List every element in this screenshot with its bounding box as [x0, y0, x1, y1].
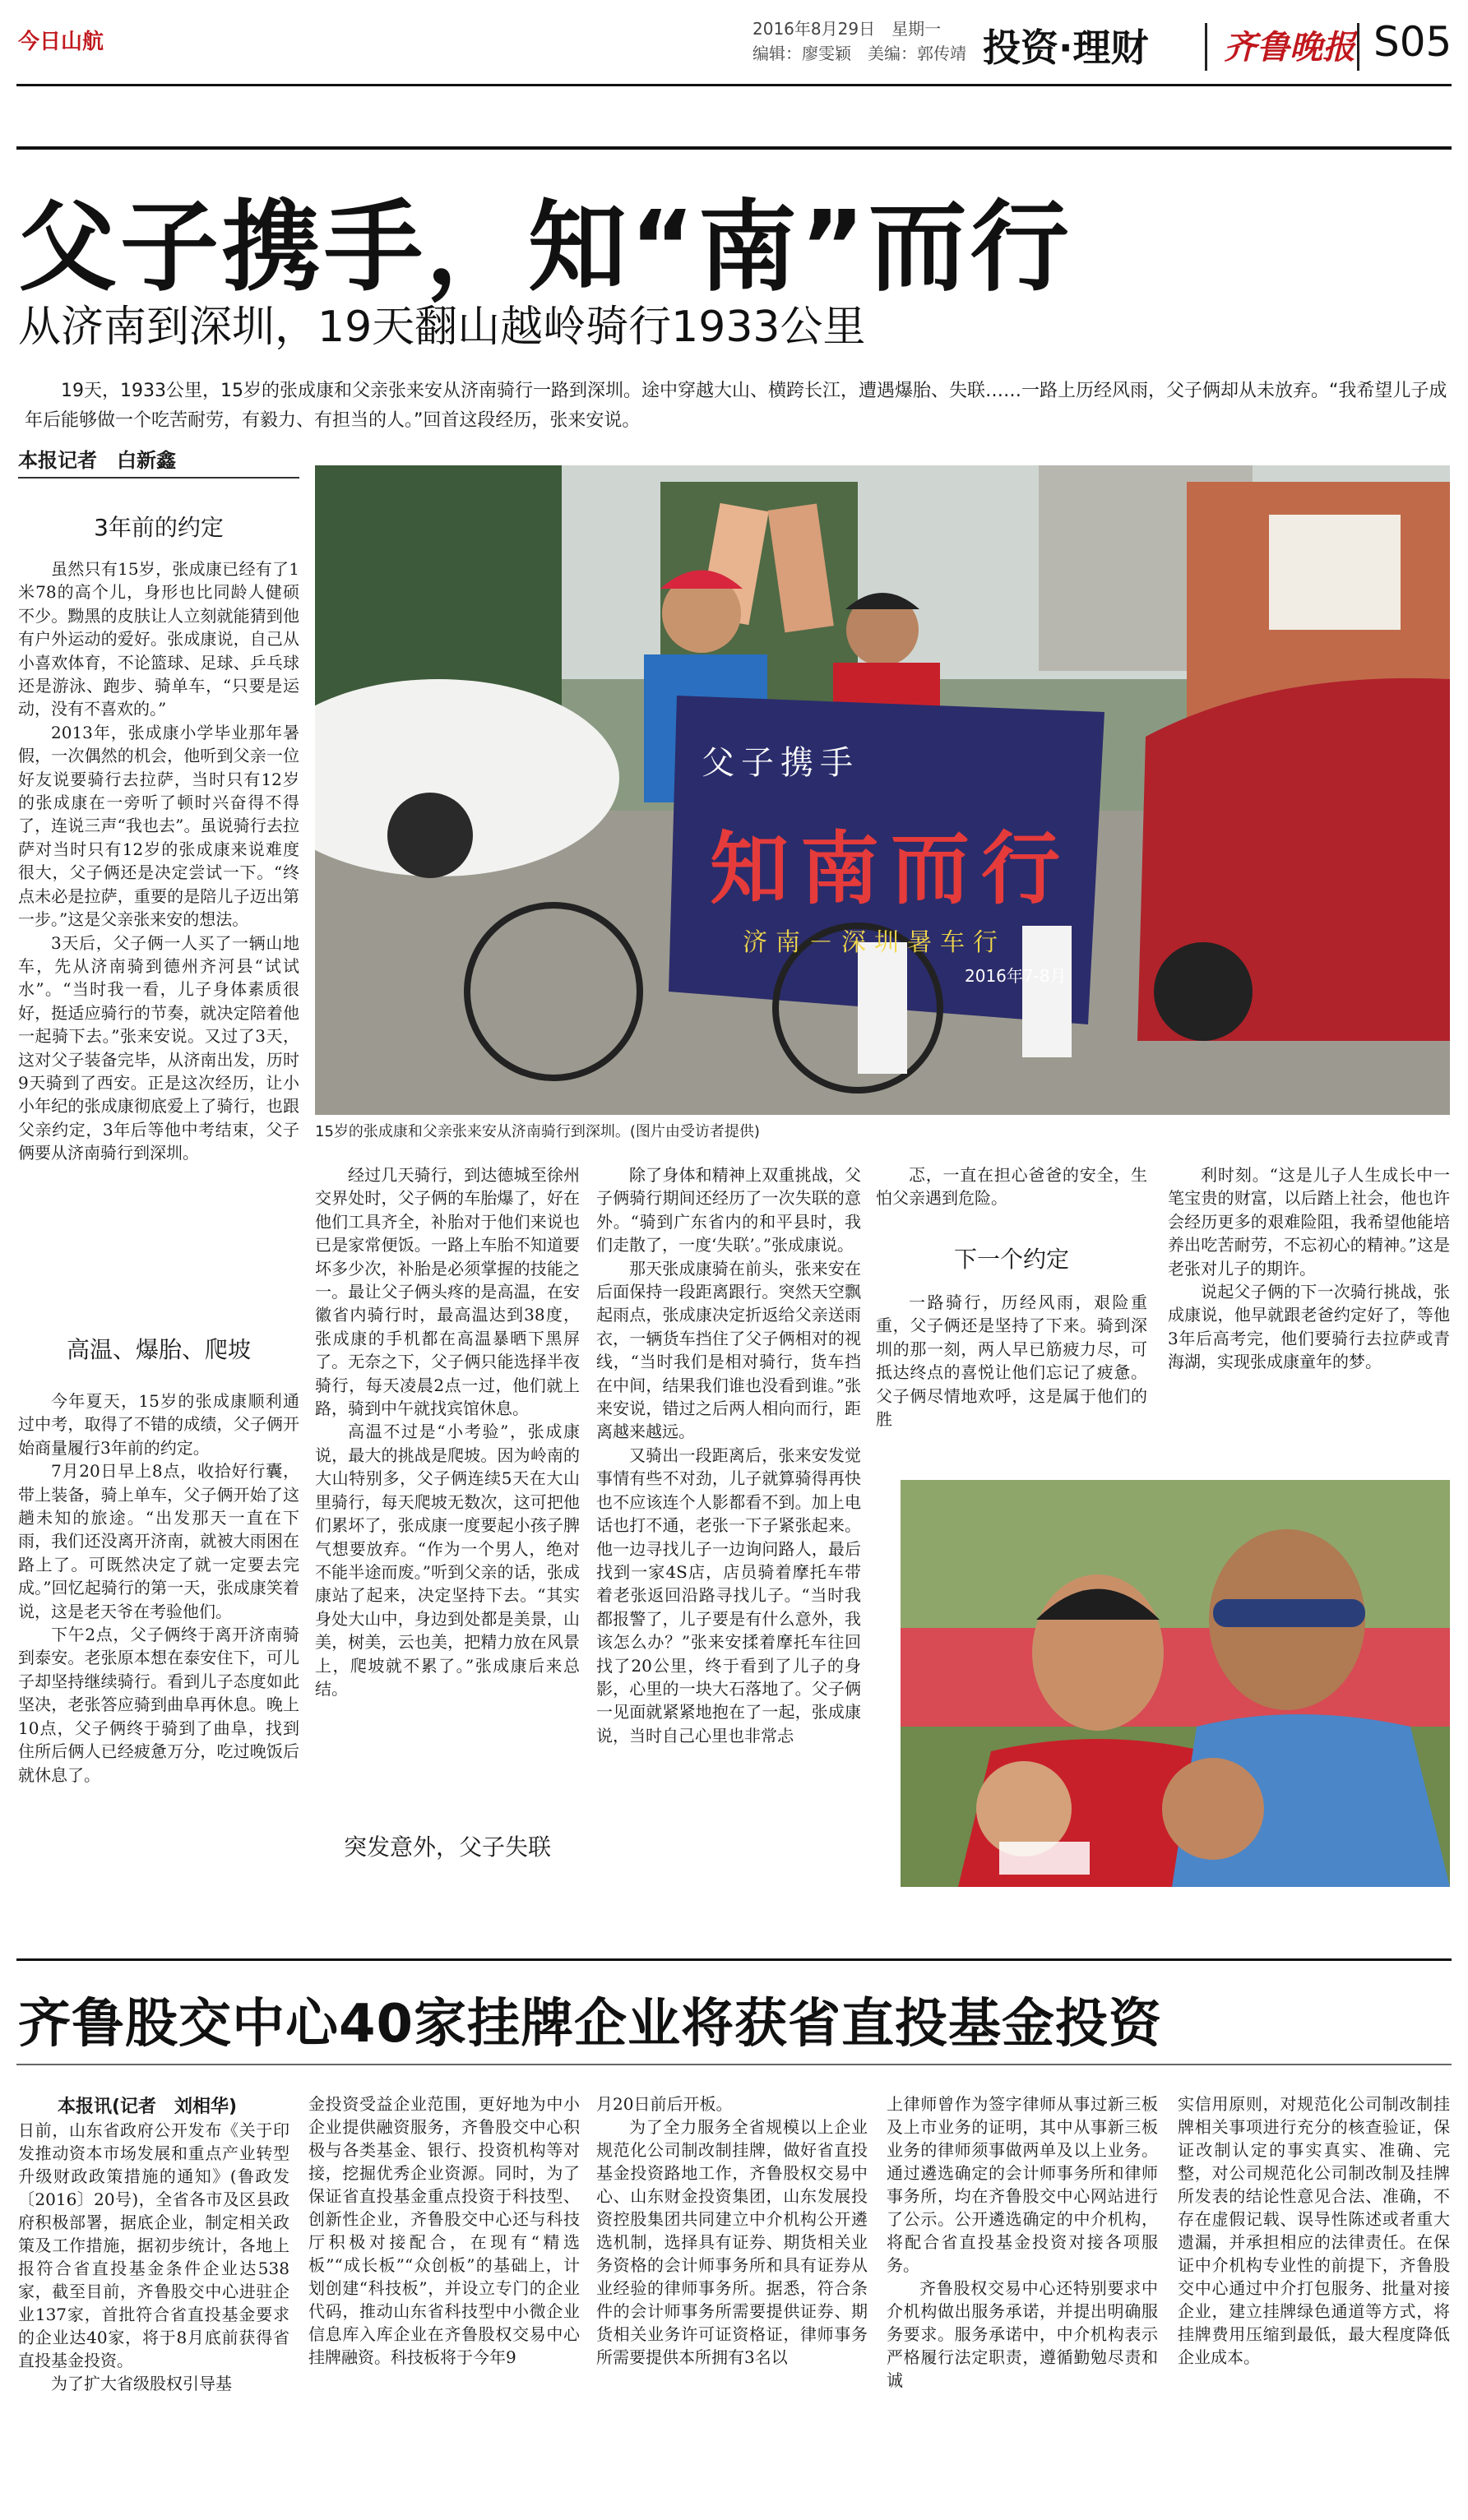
banner-text: 济南－深圳暑车行 [743, 928, 1006, 957]
paragraph: 又骑出一段距离后，张来安发觉事情有些不对劲，儿子就算骑得再快也不应该连个人影都看不到。加上电话也打不通，老张一下子紧张起来。他一边寻找儿子一边询问路人，最后找到一家4S店，店员骑着摩托车带着老张返回沿路寻找儿子。“当时我都报警了，儿子要是有什么意外，我该怎么办？”张来安揉着摩托车往回找了20公里，终于看到了儿子的身影，心里的一块大石落地了。父子俩一见面就紧紧地抱在了一起，张成康说，当时自己心里也非常忐 [596, 1445, 861, 1746]
banner-text: 知南而行 [710, 822, 1072, 915]
byline: 本报讯(记者 刘相华) [58, 2097, 238, 2117]
byline: 本报记者 白新鑫 [18, 449, 176, 472]
article-column-5 [1168, 1163, 1450, 1476]
article-subtitle: 从济南到深圳，19天翻山越岭骑行1933公里 [18, 303, 866, 352]
photo-caption: 15岁的张成康和父亲张来安从济南骑行到深圳。(图片由受访者提供) [315, 1123, 760, 1140]
paragraph: 日前，山东省政府公开发布《关于印发推动资本市场发展和重点产业转型升级财政政策措施的通知》(鲁政发〔2016〕20号)，全省各市及区县政府积极部署，据底企业，制定相关政策及工作措施，据初步统计，各地上报符合省直投基金条件企业达538家，截至目前，齐鲁股交中心进驻企业137家，首批符合省直投基金要求的企业达40家，将于8月底前获得省直投基金投资。 [18, 2120, 289, 2370]
page-number: S05 [1373, 18, 1452, 66]
subhead: 突发意外，父子失联 [343, 1833, 551, 1861]
photo-illustration [315, 465, 1450, 1115]
article-title: 父子携手，知“南”而行 [18, 191, 1072, 305]
article-column-4b [876, 1291, 1147, 1480]
paragraph: 一路骑行，历经风雨，艰险重重，父子俩还是坚持了下来。骑到深圳的那一刻，两人早已筋疲力尽，可抵达终点的喜悦让他们忘记了疲惫。父子俩尽情地欢呼，这是属于他们的胜 [876, 1292, 1147, 1430]
subhead: 下一个约定 [953, 1246, 1069, 1273]
paragraph: 忑，一直在担心爸爸的安全，生怕父亲遇到危险。 [876, 1165, 1147, 1209]
article-column-3 [596, 1163, 861, 1887]
article-column-2 [315, 1163, 580, 1805]
paragraph: 利时刻。“这是儿子人生成长中一笔宝贵的财富，以后踏上社会，他也许会经历更多的艰难险阻，我希望他能培养出吃苦耐劳，不忘初心的精神。”这是老张对儿子的期许。 [1168, 1165, 1450, 1278]
section-rule [16, 2064, 1452, 2065]
editors-line: 编辑：廖雯颖 美编：郭传靖 [753, 44, 966, 63]
section-rule [16, 1958, 1452, 1961]
paragraph: 3天后，父子俩一人买了一辆山地车，先从济南骑到德州齐河县“试试水”。“当时我一看，儿子身体素质很好，挺适应骑行的节奏，就决定陪着他一起骑下去。”张来安说。又过了3天，这对父子装备完毕，从济南出发，历时9天骑到了西安。正是这次经历，让小小年纪的张成康彻底爱上了骑行，也跟父亲约定，3年后等他中考结束，父子俩要从济南骑行到深圳。 [18, 932, 299, 1163]
paragraph: 除了身体和精神上双重挑战，父子俩骑行期间还经历了一次失联的意外。“骑到广东省内的和平县时，我们走散了，一度‘失联’。”张成康说。 [596, 1165, 861, 1255]
subhead: 3年前的约定 [94, 514, 224, 541]
header-divider [1357, 23, 1359, 71]
subhead: 高温、爆胎、爬坡 [66, 1336, 251, 1363]
photo-father-son-closeup [901, 1480, 1450, 1887]
article2-column-3 [596, 2092, 868, 2512]
top-rule [16, 146, 1452, 150]
article2-column-1 [18, 2119, 289, 2512]
article-title: 齐鲁股交中心40家挂牌企业将获省直投基金投资 [18, 1994, 1163, 2055]
paragraph: 齐鲁股权交易中心还特别要求中介机构做出服务承诺，并提出明确服务要求。服务承诺中，中介机构表示严格履行法定职责，遵循勤勉尽责和诚 [887, 2278, 1158, 2390]
article-column-1b [18, 1389, 299, 1883]
banner-text: 2016年7-8月 [965, 966, 1067, 986]
paragraph: 月20日前后开板。 [596, 2094, 733, 2114]
article-lead: 19天，1933公里，15岁的张成康和父亲张来安从济南骑行一路到深圳。途中穿越大山、横跨长江，遭遇爆胎、失联……一路上历经风雨，父子俩却从未放弃。“我希望儿子成年后能够做一个吃苦耐劳，有毅力、有担当的人。”回首这段经历，张来安说。 [25, 381, 1447, 431]
paragraph: 2013年，张成康小学毕业那年暑假，一次偶然的机会，他听到父亲一位好友说要骑行去拉萨，当时只有12岁的张成康在一旁听了顿时兴奋得不得了，连说三声“我也去”。虽说骑行去拉萨对当时只有12岁的张成康来说难度很大，父子俩还是决定尝试一下。“终点未必是拉萨，重要的是陪儿子迈出第一步。”这是父亲张来安的想法。 [18, 722, 299, 930]
paragraph: 下午2点，父子俩终于离开济南骑到泰安。老张原本想在泰安住下，可儿子却坚持继续骑行。看到儿子态度如此坚决，老张答应骑到曲阜再休息。晚上10点，父子俩终于骑到了曲阜，找到住所后俩人已经疲惫万分，吃过晚饭后就休息了。 [18, 1625, 299, 1785]
paragraph: 为了扩大省级股权引导基 [51, 2374, 232, 2393]
banner-text: 父子携手 [702, 744, 859, 782]
paragraph: 高温不过是“小考验”，张成康说，最大的挑战是爬坡。因为岭南的大山特别多，父子俩连续5天在大山里骑行，每天爬坡无数次，这可把他们累坏了，张成康一度要起小孩子脾气想要放弃。“作为一个男人，绝对不能半途而废。”听到父亲的话，张成康站了起来，决定坚持下去。“其实身处大山中，身边到处都是美景，山美，树美，云也美，把精力放在风景上，爬坡就不累了。”张成康后来总结。 [315, 1422, 580, 1699]
paragraph: 那天张成康骑在前头，张来安在后面保持一段距离跟行。突然天空飘起雨点，张成康决定折返给父亲送雨衣，一辆货车挡住了父子俩相对的视线，“当时我们是相对骑行，货车挡在中间，结果我们谁也没看到谁。”张来安说，错过之后两人相向而行，距离越来越远。 [596, 1258, 861, 1442]
header-rule [16, 84, 1452, 86]
paragraph: 金投资受益企业范围，更好地为中小企业提供融资服务，齐鲁股交中心积极与各类基金、银行、投资机构等对接，挖掘优秀企业资源。同时，为了保证省直投基金重点投资于科技型、创新性企业，齐鲁股交中心还与科技厅积极对接配合，在现有“精选板”“成长板”“众创板”的基础上，计划创建“科技板”，并设立专门的企业代码，推动山东省科技型中小微企业信息库入库企业在齐鲁股权交易中心挂牌融资。科技板将于今年9 [308, 2094, 580, 2367]
paper-logo: 齐鲁晚报 [1224, 28, 1355, 67]
section-name: 投资·理财 [983, 25, 1149, 70]
article2-column-5 [1178, 2092, 1450, 2512]
paragraph: 实信用原则，对规范化公司制改制挂牌相关事项进行充分的核查验证，保证改制认定的事实真实、准确、完整，对公司规范化公司制改制及挂牌所发表的结论性意见合法、准确，不存在虚假记载、误导性陈述或者重大遗漏，并承担相应的法律责任。在保证中介机构专业性的前提下，齐鲁股交中心通过中介打包服务、批量对接企业，建立挂牌绿色通道等方式，将挂牌费用压缩到最低，最大程度降低企业成本。 [1178, 2094, 1450, 2367]
paragraph: 经过几天骑行，到达德城至徐州交界处时，父子俩的车胎爆了，好在他们工具齐全，补胎对于他们来说也已是家常便饭。一路上车胎不知道要坏多少次，补胎是必须掌握的技能之一。最让父子俩头疼的是高温，在安徽省内骑行时，最高温达到38度，张成康的手机都在高温暴晒下黑屏了。无奈之下，父子俩只能选择半夜骑行，每天凌晨2点一过，他们就上路，骑到中午就找宾馆休息。 [315, 1165, 580, 1419]
paragraph: 7月20日早上8点，收拾好行囊，带上装备，骑上单车，父子俩开始了这趟未知的旅途。“出发那天一直在下雨，我们还没离开济南，就被大雨困在路上了。可既然决定了就一定要去完成。”回忆起骑行的第一天，张成康笑着说，这是老天爷在考验他们。 [18, 1461, 299, 1621]
paragraph: 上律师曾作为签字律师从事过新三板及上市业务的证明，其中从事新三板业务的律师须事做两单及以上业务。通过遴选确定的会计师事务所和律师事务所，均在齐鲁股交中心网站进行了公示。公开遴选确定的中介机构，将配合省直投基金投资对接各项服务。 [887, 2094, 1158, 2275]
paragraph: 为了全力服务全省规模以上企业规范化公司制改制挂牌，做好省直投基金投资路地工作，齐鲁股权交易中心、山东财金投资集团，山东发展投资控股集团共同建立中介机构公开遴选机制，选择具有证券、期货相关业务资格的会计师事务所和具有证券从业经验的律师事务所。据悉，符合条件的会计师事务所需要提供证券、期货相关业务许可证资格证，律师事务所需要提供本所拥有3名以 [596, 2117, 868, 2367]
paragraph: 今年夏天，15岁的张成康顺利通过中考，取得了不错的成绩，父子俩开始商量履行3年前的约定。 [18, 1391, 299, 1458]
date-line: 2016年8月29日 星期一 [753, 19, 942, 39]
paragraph: 虽然只有15岁，张成康已经有了1米78的高个儿，身形也比同龄人健硕不少。黝黑的皮肤让人立刻就能猜到他有户外运动的爱好。张成康说，自己从小喜欢体育，不论篮球、足球、乒乓球还是游泳、跑步、骑单车，“只要是运动，没有不喜欢的。” [18, 559, 299, 719]
article-column-1 [18, 557, 299, 1330]
article2-column-2 [308, 2092, 580, 2512]
paragraph: 说起父子俩的下一次骑行挑战，张成康说，他早就跟老爸约定好了，等他3年后高考完，他们要骑行去拉萨或青海湖，实现张成康童年的梦。 [1168, 1282, 1450, 1372]
header-divider [1205, 23, 1207, 71]
photo-illustration [901, 1480, 1450, 1887]
byline-rule [18, 477, 299, 479]
article2-column-4 [887, 2092, 1158, 2512]
photo-father-son-banner [315, 465, 1450, 1115]
header-meta [753, 16, 966, 66]
section-label: 今日山航 [18, 30, 104, 54]
article-column-4 [876, 1163, 1147, 1246]
